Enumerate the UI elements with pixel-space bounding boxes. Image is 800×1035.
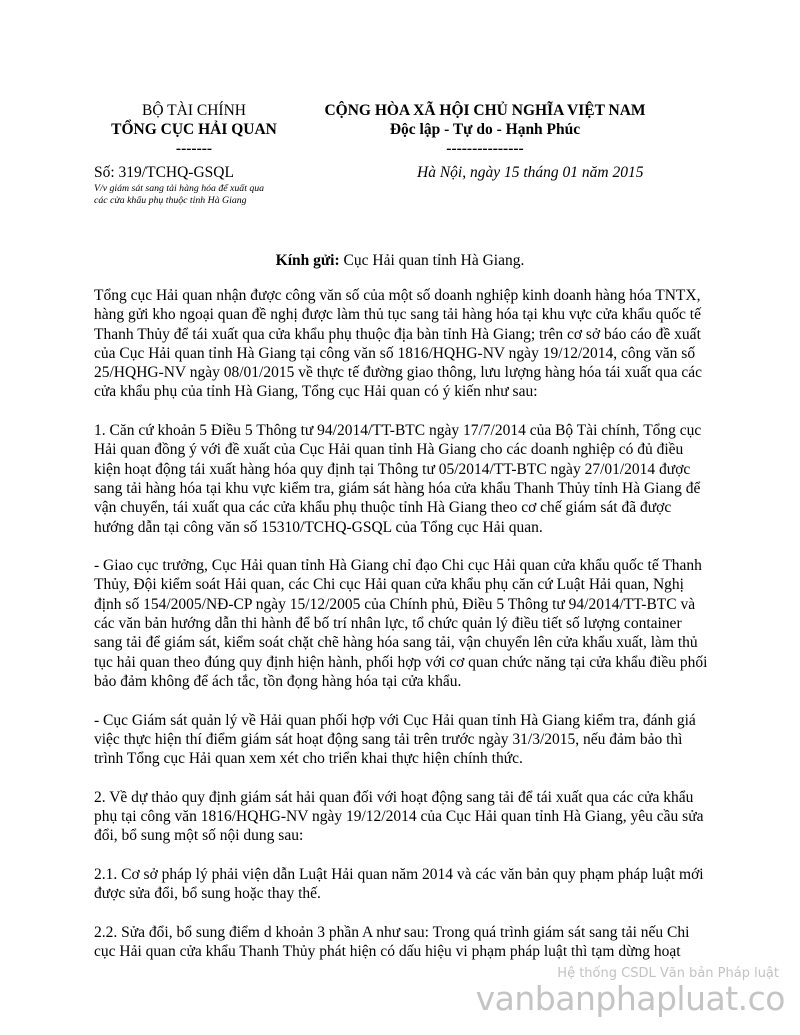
motto: Độc lập - Tự do - Hạnh Phúc [389,121,581,138]
paragraph: 1. Căn cứ khoản 5 Điều 5 Thông tư 94/2014/TT-BTC ngày 17/7/2014 của Bộ Tài chính, Tổng cục Hải quan đồng ý với đề xuất của Cục Hải quan tỉnh Hà Giang cho các doanh nghiệp có đủ điều kiện hoạt động tái xuất hàng hóa quy định tại Thông tư 05/2014/TT-BTC ngày 27/01/2014 được sang tải hàng hóa tại khu vực kiểm tra, giám sát hàng hóa cửa khẩu Thanh Thủy tỉnh Hà Giang để vận chuyển, tái xuất qua các cửa khẩu phụ thuộc tỉnh Hà Giang theo cơ chế giám sát đã được hướng dẫn tại công văn số 15310/TCHQ-GSQL của Tổng cục Hải quan. [94,422,702,536]
paragraph: 2.2. Sửa đổi, bổ sung điểm d khoản 3 phần A như sau: Trong quá trình giám sát sang tải nếu Chi cục Hải quan cửa khẩu Thanh Thủy phát hiện có dấu hiệu vi phạm pháp luật thì tạm dừng hoạt [94,923,690,961]
national-header-block [300,101,670,158]
paragraph: - Giao cục trưởng, Cục Hải quan tỉnh Hà Giang chỉ đạo Chi cục Hải quan cửa khẩu quốc tế Thanh Thủy, Đội kiểm soát Hải quan, các Chi cục Hải quan cửa khẩu phụ căn cứ Luật Hải quan, Nghị định số 154/2005/NĐ-CP ngày 15/12/2005 của Chính phủ, Điều 5 Thông tư 94/2014/TT-BTC và các văn bản hướng dẫn thi hành để bố trí nhân lực, tổ chức quản lý điều tiết số lượng container sang tải để giám sát, kiểm soát chặt chẽ hàng hóa sang tải, vận chuyển lên cửa khẩu xuất, làm thủ tục hải quan theo đúng quy định hiện hành, phối hợp với cơ quan chức năng tại cửa khẩu điều phối bảo đảm không để ách tắc, tồn đọng hàng hóa tại cửa khẩu. [94,557,708,690]
paragraph: 2.1. Cơ sở pháp lý phải viện dẫn Luật Hải quan năm 2014 và các văn bản quy phạm pháp luật mới được sửa đổi, bổ sung hoặc thay thế. [94,865,704,903]
left-divider: ------- [175,140,213,157]
subject-line-2: các cửa khẩu phụ thuộc tỉnh Hà Giang [94,194,247,206]
issuing-agency-block [94,101,294,158]
paragraph: 2. Về dự thảo quy định giám sát hải quan đối với hoạt động sang tải để tái xuất qua các cửa khẩu phụ tại công văn 1816/HQHG-NV ngày 19/12/2014 của Cục Hải quan tỉnh Hà Giang, yêu cầu sửa đổi, bổ sung một số nội dung sau: [94,788,704,845]
subject-line-1: V/v giám sát sang tải hàng hóa để xuất qua [94,183,265,194]
ministry-name: BỘ TÀI CHÍNH [142,102,246,119]
document-subject [94,183,264,206]
department-name: TỔNG CỤC HẢI QUAN [111,121,277,138]
right-divider: --------------- [446,140,524,157]
document-date: Hà Nội, ngày 15 tháng 01 năm 2015 [417,164,644,181]
watermark-caption: Hệ thống CSDL Văn bản Pháp luật [557,966,779,981]
country-name: CỘNG HÒA XÃ HỘI CHỦ NGHĨA VIỆT NAM [324,102,646,119]
watermark-site: vanbanphapluat.co [475,979,785,1018]
recipient-label: Kính gửi: [275,252,340,269]
document-body [94,286,712,981]
recipient-line [0,252,800,270]
paragraph: - Cục Giám sát quản lý về Hải quan phối hợp với Cục Hải quan tỉnh Hà Giang kiểm tra, đánh giá việc thực hiện thí điểm giám sát hoạt động sang tải trên trước ngày 31/3/2015, nếu đảm bảo thì trình Tổng cục Hải quan xem xét cho triển khai thực hiện chính thức. [94,711,696,768]
document-number: Số: 319/TCHQ-GSQL [94,164,234,181]
recipient-name: Cục Hải quan tỉnh Hà Giang. [343,252,525,269]
paragraph: Tổng cục Hải quan nhận được công văn số của một số doanh nghiệp kinh doanh hàng hóa TNTX, hàng gửi kho ngoại quan đề nghị được làm thủ tục sang tải hàng hóa tại khu vực cửa khẩu quốc tế Thanh Thủy để tái xuất qua cửa khẩu phụ thuộc địa bàn tỉnh Hà Giang; trên cơ sở báo cáo đề xuất của Cục Hải quan tỉnh Hà Giang tại công văn số 1816/HQHG-NV ngày 19/12/2014, công văn số 25/HQHG-NV ngày 08/01/2015 về thực tế đường giao thông, lưu lượng hàng hóa tái xuất qua các cửa khẩu phụ của tỉnh Hà Giang, Tổng cục Hải quan có ý kiến như sau: [94,287,703,401]
